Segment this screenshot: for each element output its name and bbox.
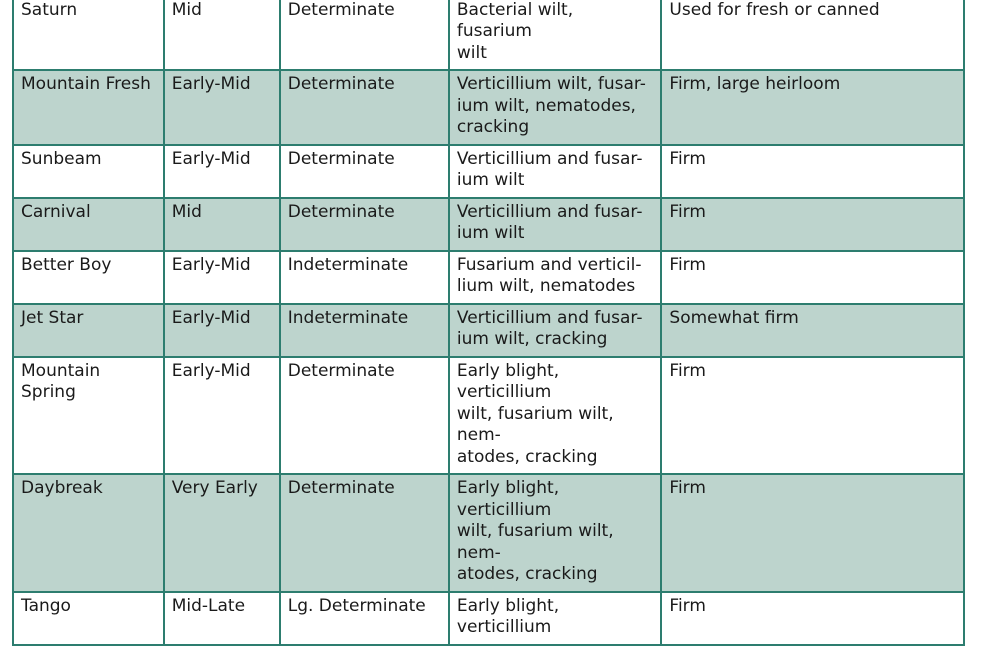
variety-cell: Jet Star (13, 304, 164, 357)
growth-habit-cell: Determinate (280, 357, 449, 475)
growth-habit-cell: Determinate (280, 0, 449, 70)
notes-cell: Firm (661, 474, 964, 592)
variety-cell: Sunbeam (13, 145, 164, 198)
disease-resistance-cell: Early blight, verticillium (449, 592, 662, 645)
table-row (13, 198, 964, 251)
tomato-variety-table (12, 0, 965, 646)
growth-habit-cell: Indeterminate (280, 251, 449, 304)
variety-cell: Saturn (13, 0, 164, 70)
growth-habit-cell: Determinate (280, 474, 449, 592)
table-row (13, 592, 964, 645)
notes-cell: Firm (661, 357, 964, 475)
growth-habit-cell: Determinate (280, 145, 449, 198)
variety-cell: Carnival (13, 198, 164, 251)
growth-habit-cell: Determinate (280, 198, 449, 251)
maturity-cell: Early-Mid (164, 70, 280, 145)
maturity-cell: Early-Mid (164, 145, 280, 198)
variety-cell: Mountain Fresh (13, 70, 164, 145)
disease-resistance-cell: Verticillium and fusar- ium wilt, cracking (449, 304, 662, 357)
table-row (13, 145, 964, 198)
table-row (13, 70, 964, 145)
growth-habit-cell: Lg. Determinate (280, 592, 449, 645)
variety-cell: Mountain Spring (13, 357, 164, 475)
table-row (13, 474, 964, 592)
disease-resistance-cell: Verticillium and fusar- ium wilt (449, 145, 662, 198)
notes-cell: Firm (661, 251, 964, 304)
table-row (13, 357, 964, 475)
maturity-cell: Early-Mid (164, 251, 280, 304)
notes-cell: Somewhat firm (661, 304, 964, 357)
notes-cell: Firm (661, 198, 964, 251)
variety-cell: Better Boy (13, 251, 164, 304)
maturity-cell: Mid (164, 198, 280, 251)
notes-cell: Firm (661, 145, 964, 198)
table-row (13, 304, 964, 357)
growth-habit-cell: Determinate (280, 70, 449, 145)
maturity-cell: Early-Mid (164, 304, 280, 357)
maturity-cell: Very Early (164, 474, 280, 592)
variety-cell: Daybreak (13, 474, 164, 592)
disease-resistance-cell: Verticillium and fusar- ium wilt (449, 198, 662, 251)
disease-resistance-cell: Early blight, verticillium wilt, fusarium wilt, nem- atodes, cracking (449, 357, 662, 475)
table-row (13, 251, 964, 304)
notes-cell: Used for fresh or canned (661, 0, 964, 70)
disease-resistance-cell: Bacterial wilt, fusarium wilt (449, 0, 662, 70)
disease-resistance-cell: Early blight, verticillium wilt, fusarium wilt, nem- atodes, cracking (449, 474, 662, 592)
disease-resistance-cell: Verticillium wilt, fusar- ium wilt, nematodes, cracking (449, 70, 662, 145)
maturity-cell: Mid (164, 0, 280, 70)
maturity-cell: Mid-Late (164, 592, 280, 645)
growth-habit-cell: Indeterminate (280, 304, 449, 357)
variety-cell: Tango (13, 592, 164, 645)
table-row (13, 0, 964, 70)
maturity-cell: Early-Mid (164, 357, 280, 475)
notes-cell: Firm (661, 592, 964, 645)
notes-cell: Firm, large heirloom (661, 70, 964, 145)
disease-resistance-cell: Fusarium and verticil- lium wilt, nematodes (449, 251, 662, 304)
table-body (13, 0, 964, 645)
